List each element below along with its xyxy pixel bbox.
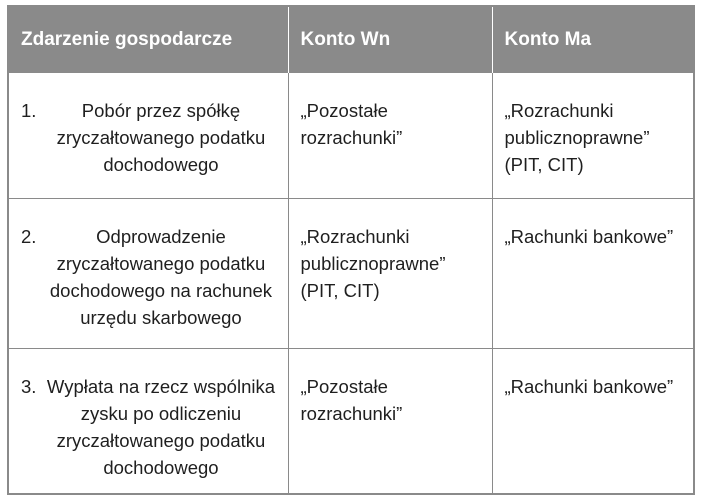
row-number: 2. (21, 225, 37, 247)
konto-wn-cell (288, 198, 492, 348)
konto-ma-cell (492, 348, 693, 495)
table-row (9, 73, 693, 198)
konto-wn-text: „Rozrachunki publicznoprawne” (PIT, CIT) (300, 225, 446, 301)
event-text: Odprowadzenie zryczałtowanego podatku dochodowego na rachunek urzędu skarbowego (49, 225, 273, 328)
header-konto-ma: Konto Ma (492, 7, 693, 73)
event-cell (9, 348, 288, 495)
konto-wn-cell (288, 73, 492, 198)
accounting-entries-table (9, 7, 693, 495)
event-cell-content (21, 97, 280, 178)
table-row (9, 348, 693, 495)
header-event: Zdarzenie gospodarcze (9, 7, 288, 73)
event-text: Wypłata na rzecz wspólnika zysku po odliczeniu zryczałtowanego podatku dochodowego (46, 375, 276, 478)
event-text: Pobór przez spółkę zryczałtowanego podatku dochodowego (56, 100, 266, 175)
table-body (9, 73, 693, 495)
konto-wn-text: „Pozostałe rozrachunki” (300, 375, 403, 424)
table-row (9, 198, 693, 348)
row-number: 1. (21, 100, 37, 121)
konto-ma-cell (492, 73, 693, 198)
event-cell (9, 198, 288, 348)
event-cell-content (21, 373, 280, 481)
konto-ma-text: „Rozrachunki publicznoprawne” (PIT, CIT) (504, 100, 650, 175)
event-cell (9, 73, 288, 198)
header-row (9, 7, 693, 73)
konto-ma-cell (492, 198, 693, 348)
konto-wn-text: „Pozostałe rozrachunki” (300, 100, 403, 148)
konto-ma-text: „Rachunki bankowe” (504, 375, 674, 397)
event-cell-content (21, 223, 280, 331)
konto-wn-cell (288, 348, 492, 495)
row-number: 3. (21, 375, 37, 397)
header-konto-wn: Konto Wn (288, 7, 492, 73)
accounting-table (7, 5, 695, 495)
konto-ma-text: „Rachunki bankowe” (504, 225, 674, 247)
table-header (9, 7, 693, 73)
